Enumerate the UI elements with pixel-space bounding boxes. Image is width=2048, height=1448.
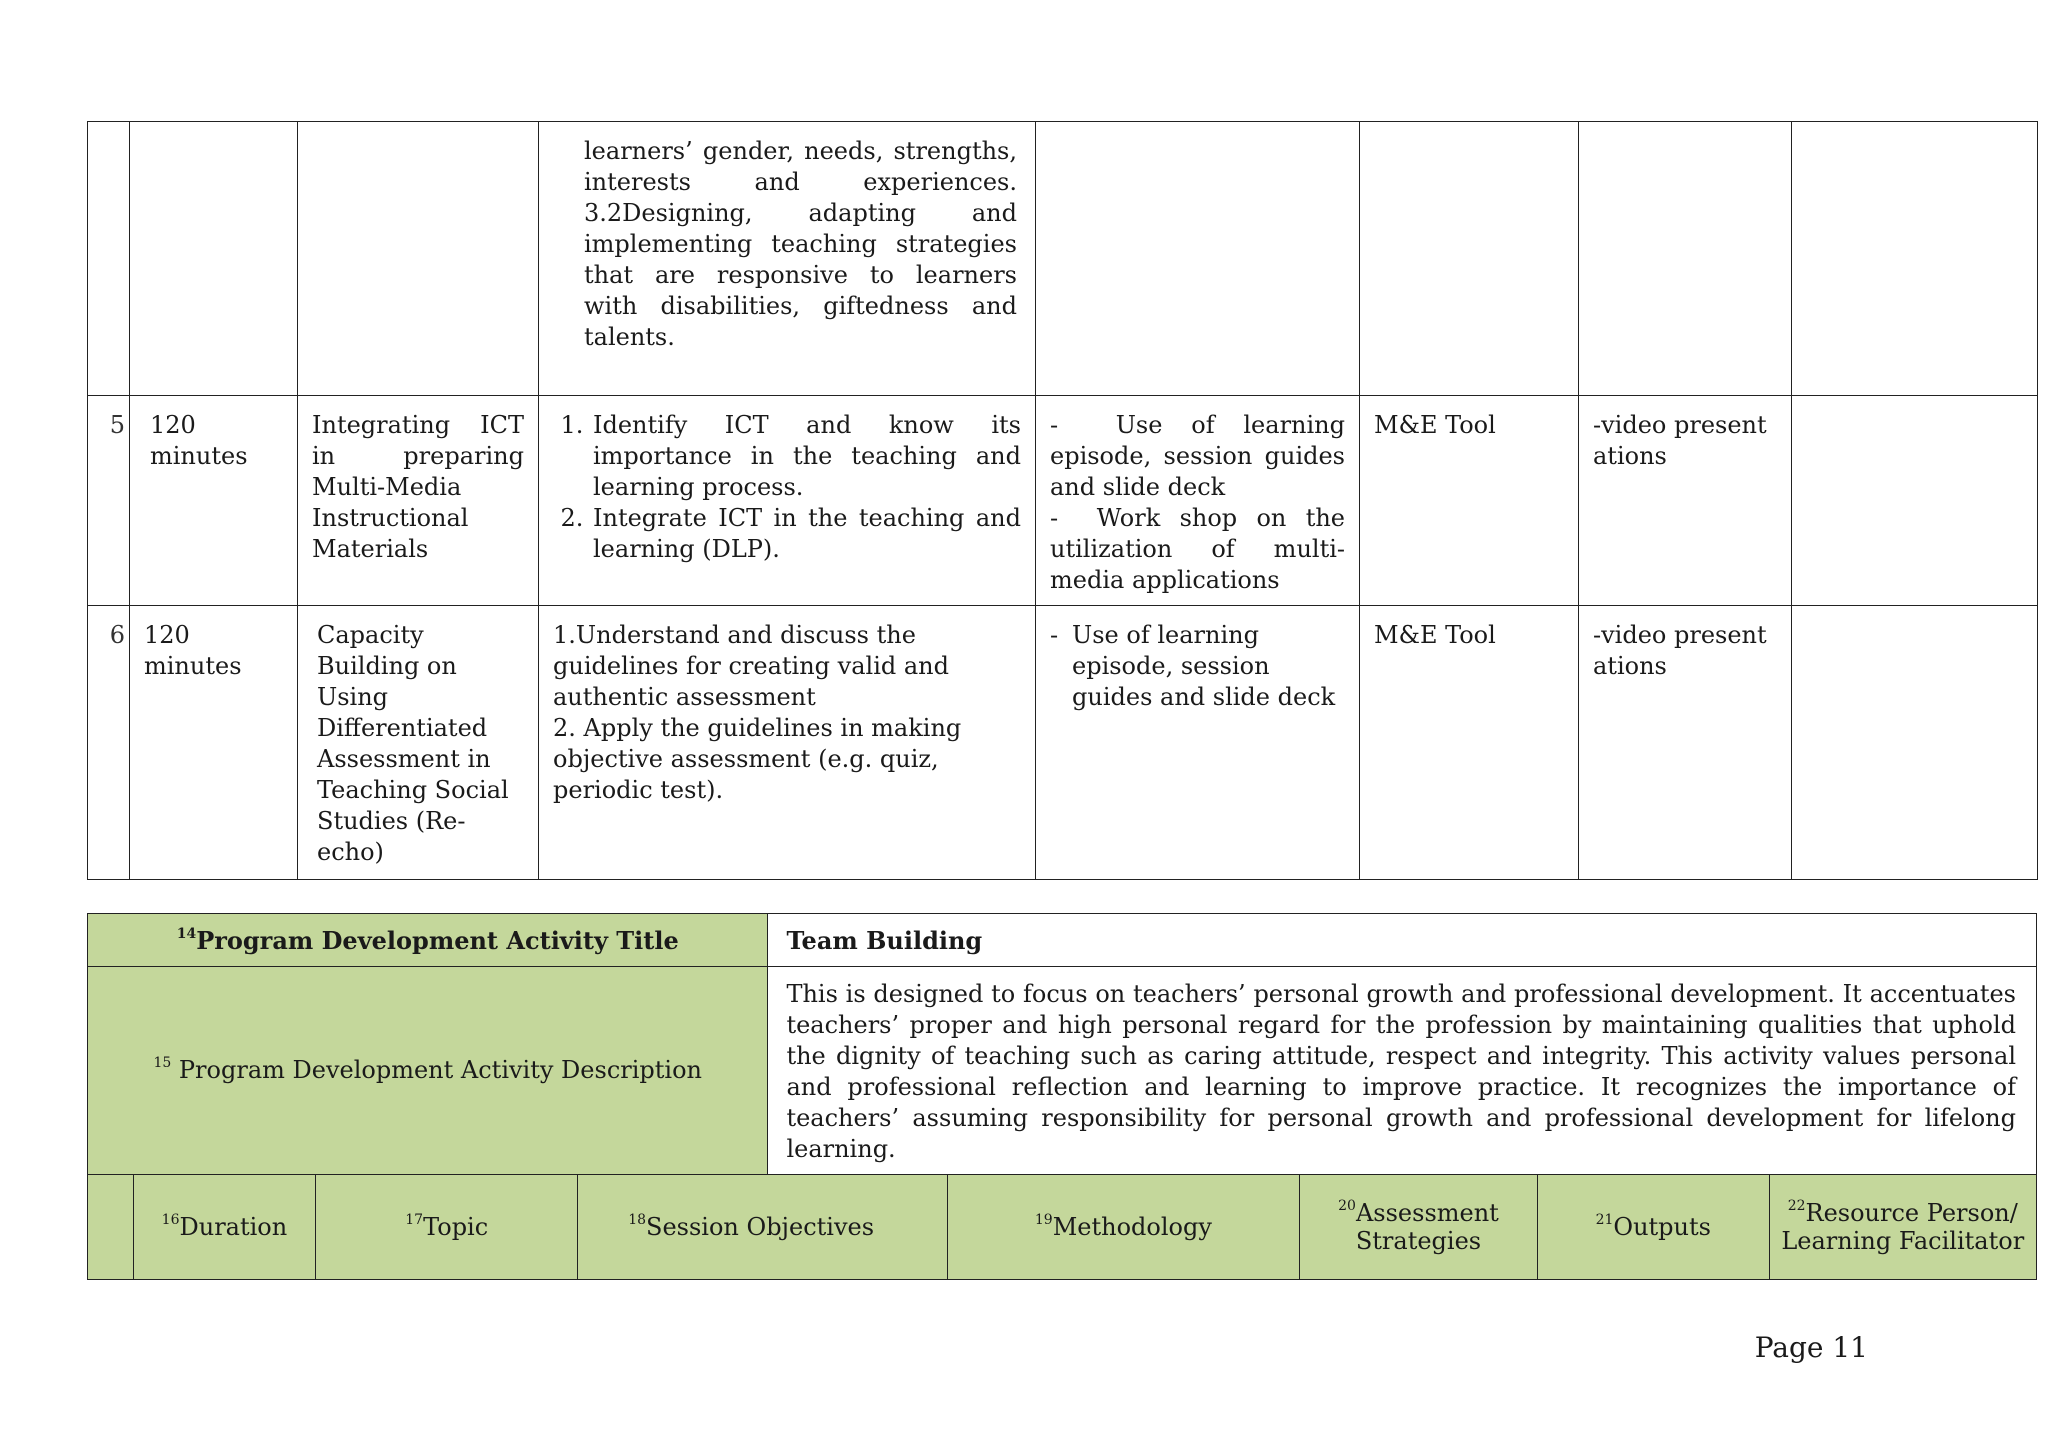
methodology-cell bbox=[1036, 396, 1360, 606]
row-number: 5 bbox=[88, 396, 130, 606]
objectives-cell bbox=[539, 606, 1036, 880]
table-row bbox=[88, 606, 2038, 880]
outputs-cell: -video presentations bbox=[1579, 606, 1792, 880]
cell-number bbox=[88, 122, 130, 396]
header-resource-person: $^{22}$Resource Person/ Learning Facilitator bbox=[1769, 1175, 2036, 1280]
activity-description-value: This is designed to focus on teachers’ personal growth and professional development. It accentuates teachers’ proper and high personal regard for the profession by maintaining qualities that uphold the dignity of teaching such as caring attitude, respect and integrity. This activity values personal and professional reflection and learning to improve practice. It recognizes the importance of teachers’ assuming responsibility for personal growth and professional development for lifelong learning. bbox=[768, 967, 2037, 1175]
assessment-cell: M&E Tool bbox=[1360, 396, 1579, 606]
header-assessment-strategies: $^{20}$Assessment Strategies bbox=[1299, 1175, 1537, 1280]
cell-topic bbox=[298, 122, 539, 396]
table-row bbox=[88, 396, 2038, 606]
duration-cell: 120 minutes bbox=[130, 396, 298, 606]
cell-outputs bbox=[1579, 122, 1792, 396]
topic-cell: Capacity Building on Using Differentiated Assessment in Teaching Social Studies (Re-echo) bbox=[298, 606, 539, 880]
title-row bbox=[88, 914, 2037, 967]
objectives-continuation: learners’ gender, needs, strengths, interests and experiences. 3.2Designing, adapting and implementing teaching strategies that are responsive to learners with disabilities, giftedness and talents. bbox=[584, 137, 1017, 351]
objective-item: 2. Apply the guidelines in making objective assessment (e.g. quiz, periodic test). bbox=[553, 714, 962, 804]
activity-table bbox=[87, 913, 2037, 1280]
activity-title-label: $^{14}$Program Development Activity Title bbox=[88, 914, 768, 967]
header-outputs: $^{21}$Outputs bbox=[1538, 1175, 1770, 1280]
objectives-cell bbox=[539, 396, 1036, 606]
activity-description-label: $^{15}$ Program Development Activity Description bbox=[88, 967, 768, 1175]
row-number: 6 bbox=[88, 606, 130, 880]
resource-person-cell bbox=[1792, 396, 2038, 606]
description-row bbox=[88, 967, 2037, 1175]
cell-duration bbox=[130, 122, 298, 396]
table-row bbox=[88, 122, 2038, 396]
cell-methodology bbox=[1036, 122, 1360, 396]
header-methodology: $^{19}$Methodology bbox=[947, 1175, 1299, 1280]
objective-item: 1. Identify ICT and know its importance in the teaching and learning process. bbox=[591, 410, 1021, 503]
duration-cell: 120 minutes bbox=[130, 606, 298, 880]
cell-objectives bbox=[539, 122, 1036, 396]
outputs-cell: -video presentations bbox=[1579, 396, 1792, 606]
column-header-row bbox=[88, 1175, 2037, 1280]
objective-item: 1.Understand and discuss the guidelines for creating valid and authentic assessment bbox=[553, 621, 949, 711]
header-session-objectives: $^{18}$Session Objectives bbox=[578, 1175, 948, 1280]
activity-title-value: Team Building bbox=[768, 914, 2037, 967]
cell-assessment bbox=[1360, 122, 1579, 396]
header-topic: $^{17}$Topic bbox=[316, 1175, 578, 1280]
page-number: Page 11 bbox=[1754, 1331, 1868, 1364]
header-number bbox=[88, 1175, 134, 1280]
resource-person-cell bbox=[1792, 606, 2038, 880]
cell-resource-person bbox=[1792, 122, 2038, 396]
methodology-item: - Use of learning episode, session guides and slide deck bbox=[1050, 411, 1345, 501]
topic-cell: Integrating ICT in preparing Multi-Media Instructional Materials bbox=[298, 396, 539, 606]
methodology-item: - Work shop on the utilization of multi-media applications bbox=[1050, 504, 1345, 594]
assessment-cell: M&E Tool bbox=[1360, 606, 1579, 880]
header-duration: $^{16}$Duration bbox=[133, 1175, 316, 1280]
methodology-item: - Use of learning episode, session guides and slide deck bbox=[1050, 621, 1336, 711]
methodology-cell bbox=[1036, 606, 1360, 880]
objective-item: 2. Integrate ICT in the teaching and learning (DLP). bbox=[591, 503, 1021, 565]
session-plan-table bbox=[87, 121, 2038, 880]
